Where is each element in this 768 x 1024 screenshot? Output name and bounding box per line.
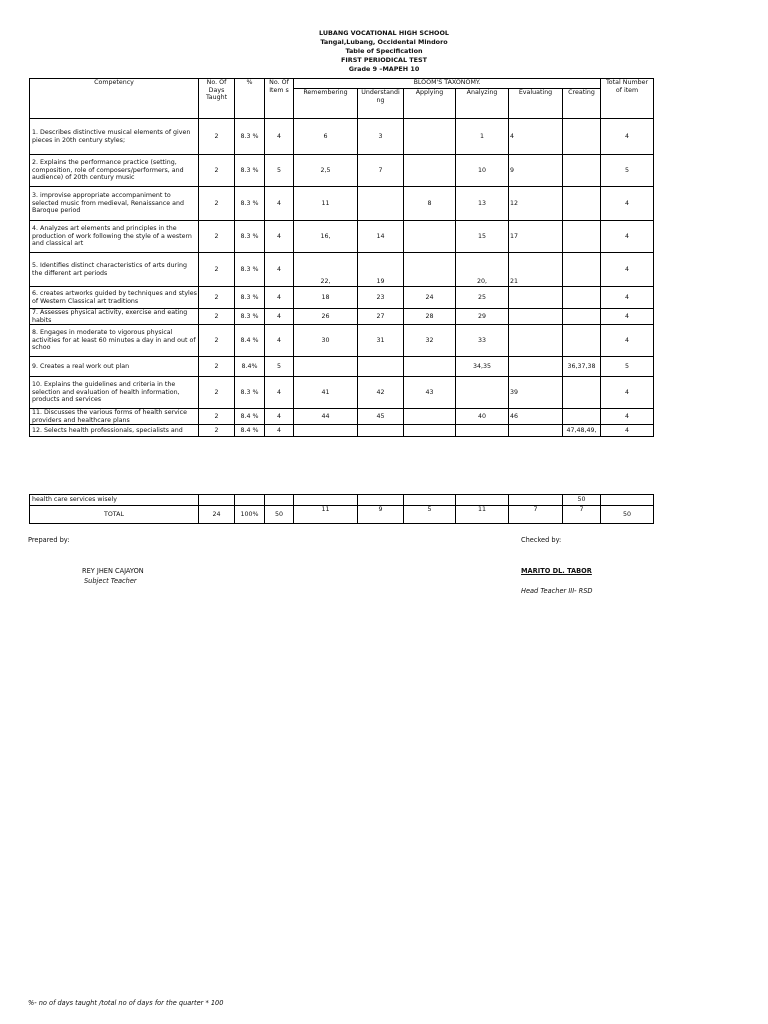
evaluating-cell: 9 bbox=[509, 155, 563, 187]
total-cell: 5 bbox=[601, 357, 654, 377]
total-label: TOTAL bbox=[30, 506, 199, 524]
empty-cell bbox=[509, 495, 563, 506]
evaluating-cell bbox=[509, 357, 563, 377]
empty-cell bbox=[404, 495, 456, 506]
items-cell: 4 bbox=[265, 119, 294, 155]
table-row bbox=[30, 409, 654, 425]
table-row bbox=[30, 221, 654, 253]
creating-cell bbox=[563, 287, 601, 309]
empty-cell bbox=[235, 495, 265, 506]
percent-cell: 8.3 % bbox=[235, 253, 265, 287]
items-cell: 4 bbox=[265, 425, 294, 437]
header-understanding: Understandi ng bbox=[358, 89, 404, 119]
header-competency: Competency bbox=[30, 79, 199, 119]
understanding-cell: 14 bbox=[358, 221, 404, 253]
creating-cell bbox=[563, 325, 601, 357]
empty-cell bbox=[265, 495, 294, 506]
days-cell: 2 bbox=[199, 253, 235, 287]
total-percent: 100% bbox=[235, 506, 265, 524]
days-cell: 2 bbox=[199, 119, 235, 155]
spec-table bbox=[29, 78, 654, 437]
evaluating-cell: 21 bbox=[509, 253, 563, 287]
understanding-cell: 27 bbox=[358, 309, 404, 325]
remembering-cell bbox=[294, 357, 358, 377]
creating-cell bbox=[563, 187, 601, 221]
understanding-cell: 19 bbox=[358, 253, 404, 287]
percent-cell: 8.3 % bbox=[235, 155, 265, 187]
total-cell: 4 bbox=[601, 221, 654, 253]
total-understanding: 9 bbox=[358, 506, 404, 524]
empty-cell bbox=[199, 495, 235, 506]
applying-cell bbox=[404, 119, 456, 155]
competency-cell: 3. improvise appropriate accompaniment to selected music from medieval, Renaissance and Baroque period bbox=[30, 187, 199, 221]
days-cell: 2 bbox=[199, 187, 235, 221]
percent-cell: 8.4 % bbox=[235, 325, 265, 357]
total-cell: 4 bbox=[601, 119, 654, 155]
empty-cell bbox=[294, 495, 358, 506]
total-applying: 5 bbox=[404, 506, 456, 524]
evaluating-cell bbox=[509, 287, 563, 309]
header-analyzing: Analyzing bbox=[456, 89, 509, 119]
creating-cell bbox=[563, 377, 601, 409]
understanding-cell: 3 bbox=[358, 119, 404, 155]
total-remembering: 11 bbox=[294, 506, 358, 524]
total-items: 50 bbox=[265, 506, 294, 524]
remembering-cell: 16, bbox=[294, 221, 358, 253]
days-cell: 2 bbox=[199, 155, 235, 187]
understanding-cell: 42 bbox=[358, 377, 404, 409]
table-row bbox=[30, 377, 654, 409]
header-row bbox=[30, 79, 654, 89]
prepared-by-label: Prepared by: bbox=[28, 536, 70, 544]
evaluating-cell: 17 bbox=[509, 221, 563, 253]
evaluating-cell bbox=[509, 309, 563, 325]
days-cell: 2 bbox=[199, 357, 235, 377]
preparer-name: REY JHEN CAJAYON bbox=[82, 567, 144, 575]
header-evaluating: Evaluating bbox=[509, 89, 563, 119]
checker-name: MARITO DL. TABOR bbox=[521, 567, 592, 575]
days-cell: 2 bbox=[199, 221, 235, 253]
percent-cell: 8.3 % bbox=[235, 309, 265, 325]
total-evaluating: 7 bbox=[509, 506, 563, 524]
table-row bbox=[30, 119, 654, 155]
understanding-cell bbox=[358, 187, 404, 221]
total-creating: 7 bbox=[563, 506, 601, 524]
grade-subject: Grade 9 –MAPEH 10 bbox=[348, 65, 420, 73]
continuation-row bbox=[30, 495, 654, 506]
evaluating-cell: 12 bbox=[509, 187, 563, 221]
creating-cell: 36,37,38 bbox=[563, 357, 601, 377]
percent-cell: 8.3 % bbox=[235, 287, 265, 309]
analyzing-cell: 13 bbox=[456, 187, 509, 221]
analyzing-cell: 10 bbox=[456, 155, 509, 187]
empty-cell bbox=[358, 495, 404, 506]
checked-by-label: Checked by: bbox=[521, 536, 562, 544]
document-title: Table of Specification bbox=[345, 47, 423, 55]
analyzing-cell bbox=[456, 377, 509, 409]
analyzing-cell: 33 bbox=[456, 325, 509, 357]
competency-cell: 10. Explains the guidelines and criteria in the selection and evaluation of health information, products and services bbox=[30, 377, 199, 409]
total-cell: 4 bbox=[601, 325, 654, 357]
evaluating-cell: 4 bbox=[509, 119, 563, 155]
creating-cell: 47,48,49, bbox=[563, 425, 601, 437]
remembering-cell bbox=[294, 425, 358, 437]
remembering-cell: 30 bbox=[294, 325, 358, 357]
analyzing-cell: 1 bbox=[456, 119, 509, 155]
items-cell: 4 bbox=[265, 325, 294, 357]
remembering-cell: 11 bbox=[294, 187, 358, 221]
days-cell: 2 bbox=[199, 377, 235, 409]
competency-cell: 9. Creates a real work out plan bbox=[30, 357, 199, 377]
header-bloom: BLOOM'S TAXONOMY. bbox=[294, 79, 601, 89]
items-cell: 4 bbox=[265, 309, 294, 325]
total-cell: 4 bbox=[601, 377, 654, 409]
total-cell: 5 bbox=[601, 155, 654, 187]
evaluating-cell: 46 bbox=[509, 409, 563, 425]
percent-cell: 8.4% bbox=[235, 357, 265, 377]
continuation-table bbox=[29, 494, 654, 524]
preparer-role: Subject Teacher bbox=[84, 577, 137, 585]
analyzing-cell: 20, bbox=[456, 253, 509, 287]
competency-cell: 1. Describes distinctive musical elements of given pieces in 20th century styles; bbox=[30, 119, 199, 155]
days-cell: 2 bbox=[199, 409, 235, 425]
school-address: Tangal,Lubang, Occidental Mindoro bbox=[320, 38, 448, 46]
header-remembering: Remembering bbox=[294, 89, 358, 119]
percent-cell: 8.3 % bbox=[235, 377, 265, 409]
competency-cell: 2. Explains the performance practice (setting, composition, role of composers/performers, and audience) of 20th century music bbox=[30, 155, 199, 187]
competency-cell: 11. Discusses the various forms of health service providers and healthcare plans bbox=[30, 409, 199, 425]
applying-cell: 24 bbox=[404, 287, 456, 309]
total-total: 50 bbox=[601, 506, 654, 524]
empty-cell bbox=[601, 495, 654, 506]
creating-cell bbox=[563, 309, 601, 325]
header-days: No. Of Days Taught bbox=[199, 79, 235, 119]
applying-cell bbox=[404, 155, 456, 187]
test-name: FIRST PERIODICAL TEST bbox=[341, 56, 427, 64]
total-cell: 4 bbox=[601, 187, 654, 221]
analyzing-cell: 40 bbox=[456, 409, 509, 425]
percent-cell: 8.4 % bbox=[235, 409, 265, 425]
total-cell: 4 bbox=[601, 309, 654, 325]
remembering-cell: 2,5 bbox=[294, 155, 358, 187]
school-name: LUBANG VOCATIONAL HIGH SCHOOL bbox=[319, 29, 449, 37]
analyzing-cell: 29 bbox=[456, 309, 509, 325]
table-row bbox=[30, 187, 654, 221]
understanding-cell: 23 bbox=[358, 287, 404, 309]
total-days: 24 bbox=[199, 506, 235, 524]
applying-cell: 43 bbox=[404, 377, 456, 409]
table-row bbox=[30, 425, 654, 437]
competency-cell: 6. creates artworks guided by techniques and styles of Western Classical art traditions bbox=[30, 287, 199, 309]
total-cell: 4 bbox=[601, 409, 654, 425]
total-analyzing: 11 bbox=[456, 506, 509, 524]
header-applying: Applying bbox=[404, 89, 456, 119]
analyzing-cell bbox=[456, 425, 509, 437]
percent-cell: 8.3 % bbox=[235, 187, 265, 221]
items-cell: 5 bbox=[265, 357, 294, 377]
header-creating: Creating bbox=[563, 89, 601, 119]
understanding-cell: 7 bbox=[358, 155, 404, 187]
total-row bbox=[30, 506, 654, 524]
items-cell: 4 bbox=[265, 287, 294, 309]
items-cell: 4 bbox=[265, 221, 294, 253]
evaluating-cell bbox=[509, 325, 563, 357]
remembering-cell: 18 bbox=[294, 287, 358, 309]
analyzing-cell: 25 bbox=[456, 287, 509, 309]
table-row bbox=[30, 253, 654, 287]
creating-cell bbox=[563, 409, 601, 425]
evaluating-cell bbox=[509, 425, 563, 437]
footnote: %- no of days taught /total no of days for the quarter * 100 bbox=[28, 999, 224, 1007]
percent-cell: 8.3 % bbox=[235, 119, 265, 155]
applying-cell bbox=[404, 357, 456, 377]
analyzing-cell: 34,35 bbox=[456, 357, 509, 377]
table-row bbox=[30, 287, 654, 309]
applying-cell bbox=[404, 221, 456, 253]
understanding-cell: 31 bbox=[358, 325, 404, 357]
evaluating-cell: 39 bbox=[509, 377, 563, 409]
applying-cell: 28 bbox=[404, 309, 456, 325]
continuation-creating: 50 bbox=[563, 495, 601, 506]
table-row bbox=[30, 309, 654, 325]
creating-cell bbox=[563, 221, 601, 253]
percent-cell: 8.4 % bbox=[235, 425, 265, 437]
items-cell: 5 bbox=[265, 155, 294, 187]
remembering-cell: 26 bbox=[294, 309, 358, 325]
table-row bbox=[30, 325, 654, 357]
competency-cell: 12. Selects health professionals, specialists and bbox=[30, 425, 199, 437]
days-cell: 2 bbox=[199, 425, 235, 437]
applying-cell bbox=[404, 425, 456, 437]
remembering-cell: 22, bbox=[294, 253, 358, 287]
competency-cell: 8. Engages in moderate to vigorous physical activities for at least 60 minutes a day in and out of schoo bbox=[30, 325, 199, 357]
applying-cell bbox=[404, 409, 456, 425]
total-cell: 4 bbox=[601, 287, 654, 309]
items-cell: 4 bbox=[265, 187, 294, 221]
applying-cell: 8 bbox=[404, 187, 456, 221]
creating-cell bbox=[563, 253, 601, 287]
remembering-cell: 44 bbox=[294, 409, 358, 425]
creating-cell bbox=[563, 119, 601, 155]
items-cell: 4 bbox=[265, 409, 294, 425]
continuation-competency: health care services wisely bbox=[30, 495, 199, 506]
days-cell: 2 bbox=[199, 287, 235, 309]
header-items: No. Of Item s bbox=[265, 79, 294, 119]
creating-cell bbox=[563, 155, 601, 187]
items-cell: 4 bbox=[265, 253, 294, 287]
understanding-cell bbox=[358, 357, 404, 377]
checker-role: Head Teacher III- RSD bbox=[521, 587, 593, 595]
understanding-cell: 45 bbox=[358, 409, 404, 425]
table-row bbox=[30, 155, 654, 187]
days-cell: 2 bbox=[199, 325, 235, 357]
remembering-cell: 6 bbox=[294, 119, 358, 155]
header-percent: % bbox=[235, 79, 265, 119]
remembering-cell: 41 bbox=[294, 377, 358, 409]
empty-cell bbox=[456, 495, 509, 506]
competency-cell: 4. Analyzes art elements and principles in the production of work following the style of a western and classical art bbox=[30, 221, 199, 253]
percent-cell: 8.3 % bbox=[235, 221, 265, 253]
analyzing-cell: 15 bbox=[456, 221, 509, 253]
days-cell: 2 bbox=[199, 309, 235, 325]
table-row bbox=[30, 357, 654, 377]
header-total: Total Number of item bbox=[601, 79, 654, 119]
applying-cell bbox=[404, 253, 456, 287]
total-cell: 4 bbox=[601, 253, 654, 287]
total-cell: 4 bbox=[601, 425, 654, 437]
applying-cell: 32 bbox=[404, 325, 456, 357]
competency-cell: 7. Assesses physical activity, exercise and eating habits bbox=[30, 309, 199, 325]
understanding-cell bbox=[358, 425, 404, 437]
items-cell: 4 bbox=[265, 377, 294, 409]
competency-cell: 5. Identifies distinct characteristics of arts during the different art periods bbox=[30, 253, 199, 287]
